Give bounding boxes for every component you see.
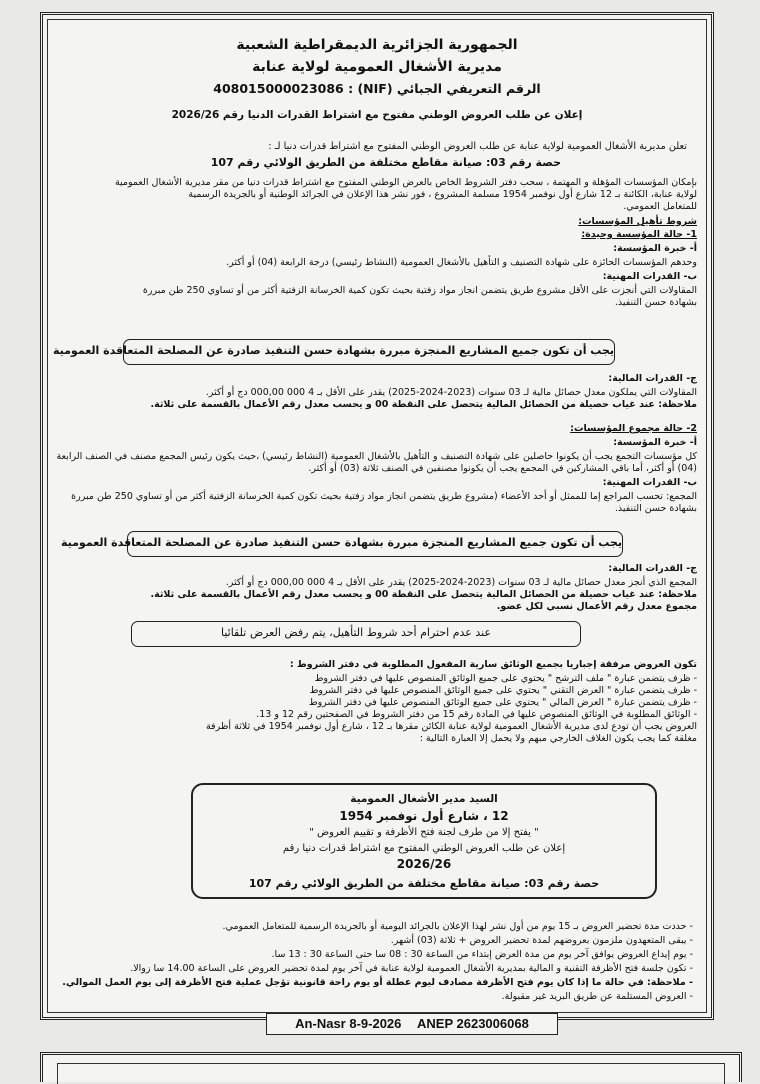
envelope-address-box [191,783,657,899]
single-professional-heading: ب- القدرات المهنية: [602,271,697,282]
notice-title: إعلان عن طلب العروض الوطني مفتوح مع اشتراط القدرات الدنيا رقم 2026/26 [171,109,583,121]
certificate-box-1: يجب أن تكون جميع المشاريع المنجزة مبررة بشهادة حسن التنفيذ صادرة عن المصلحة المتعاقدة العمومية [123,339,615,365]
note-preparation-period: - حددت مدة تحضير العروض بـ 15 يوم من أول نشر لهذا الإعلان بالجرائد اليومية أو بالجريدة الرسمية للمتعامل العمومي. [222,921,693,932]
group-professional-heading: ب- القدرات المهنية: [602,477,697,488]
offers-envelope-3: - ظرف يتضمن عبارة " العرض المالي " يحتوي على جميع الوثائق المنصوص عليها في دفتر الشروط [308,697,697,708]
notice-frame [40,12,714,1020]
publication-footer [266,1013,558,1035]
disqualification-box: عند عدم احترام أحد شروط التأهيل، يتم رفض العرض تلقائيا [131,621,581,647]
anep-reference: ANEP 2623006068 [417,1016,529,1031]
offers-title: تكون العروض مرفقة إجباريا بجميع الوثائق سارية المفعول المطلوبة في دفتر الشروط : [289,659,697,670]
address-line-4-number: 2026/26 [396,857,452,871]
group-financial-heading: ج- القدرات المالية: [608,563,697,574]
country-title: الجمهورية الجزائرية الديمقراطية الشعبية [236,37,518,53]
note-deposit-day: - يوم إيداع العروض يوافق آخر يوم من مدة العرض إبتداء من الساعة 30 : 08 سا حتى الساعة 30 : 13 سا. [271,949,693,960]
single-financial-text-1: المقاولات التي يملكون معدل حصائل مالية لـ 03 سنوات (2023-2024-2025) يقدر على الأقل بـ 4 000 000,00 دج أو أكثر. [205,387,697,398]
offers-deposit-1: العروض يجب أن تودع لدى مديرية الأشغال العمومية لولاية عنابة الكائن مقرها بـ 12 ، شارع أول نوفمبر 1954 في ثلاثة أظرفة [205,721,697,732]
newspaper-reference: An-Nasr 8-9-2026 [295,1016,402,1031]
address-line-5: حصة رقم 03: صيانة مقاطع مختلفة من الطريق الولائي رقم 107 [248,877,600,890]
group-experience-heading: أ- خبرة المؤسسة: [613,437,697,448]
group-experience-text-2: (04) أو أكثر، أما باقي المشاركين في المجمع يجب أن يكونوا مصنفين في الصنف ثلاثة (03) أو أكثر. [308,463,697,474]
address-line-3: " يفتح إلا من طرف لجنة فتح الأظرفة و تقييم العروض " [309,827,539,838]
note-holiday: - ملاحظة: في حالة ما إذا كان يوم فتح الأظرفة مصادف ليوم عطلة أو يوم راحة قانونية تؤجل عملية فتح الأظرفة إلى يوم العمل الموالي. [62,977,693,988]
intro-p3: للمتعامل العمومي. [623,201,697,212]
group-companies-heading: 2- حالة مجموع المؤسسات: [570,423,697,434]
directorate-title: مديرية الأشغال العمومية لولاية عنابة [252,59,502,75]
group-financial-note: ملاحظة: عند غياب حصيلة من الحصائل المالية يتحصل على النقطة 00 و يحسب معدل رقم الأعمال بالقسمة على ثلاثة. [150,589,697,600]
note-opening-session: - تكون جلسة فتح الأظرفة التقنية و المالية بمديرية الأشغال العمومية لولاية عنابة في آخر يوم لمدة تحضير العروض على الساعة 14.00 سا زوالا. [130,963,693,974]
certificate-box-2: يجب أن تكون جميع المشاريع المنجزة مبررة بشهادة حسن التنفيذ صادرة عن المصلحة المتعاقدة العمومية [127,531,623,557]
intro-p1: بإمكان المؤسسات المؤهلة و المهتمة ، سحب دفتر الشروط الخاص بالعرض الوطني المفتوح مع اشتراط قدرات دنيا من مقر مديرية الأشغال العمومية [114,177,697,188]
intro-announce: تعلن مديرية الأشغال العمومية لولاية عنابة عن طلب العروض الوطني المفتوح مع اشتراط قدرات دنيا لـ : [268,141,687,152]
nif-value: 408015000023086 [213,81,344,96]
intro-p2: لولاية عنابة، الكائنة بـ 12 شارع أول نوفمبر 1954 مسلمة المشروع ، فور نشر هذا الإعلان في الجرائد الوطنية أو بالجريدة الرسمية [188,189,697,200]
single-company-heading: 1- حالة المؤسسة وحيدة: [581,229,697,240]
note-postal: - العروض المستلمة عن طريق البريد غير مقبولة. [501,991,693,1002]
note-validity: - يبقى المتعهدون ملزمون بعروضهم لمدة تحضير العروض + ثلاثة (03) أشهر. [390,935,693,946]
intro-lot: حصة رقم 03: صيانة مقاطع مختلفة من الطريق الولائي رقم 107 [210,156,561,169]
single-financial-heading: ج- القدرات المالية: [608,373,697,384]
single-financial-note: ملاحظة: عند غياب حصيلة من الحصائل المالية يتحصل على النقطة 00 و يحسب معدل رقم الأعمال بالقسمة على ثلاثة. [150,399,697,410]
offers-envelope-1: - ظرف يتضمن عبارة " ملف الترشح " يحتوي على جميع الوثائق المنصوص عليها في دفتر الشروط [314,673,697,684]
offers-envelope-2: - ظرف يتضمن عبارة " العرض التقني " يحتوي على جميع الوثائق المنصوص عليها في دفتر الشروط [309,685,697,696]
group-experience-text-1: كل مؤسسات التجمع يجب أن يكونوا حاصلين على شهادة التصنيف و التأهيل بالأشغال العمومية (النشاط رئيسي) ،حيث يكون رئيس المجمع مصنف في الصنف الرابعة [56,451,697,462]
address-line-2: 12 ، شارع أول نوفمبر 1954 [339,809,509,823]
single-experience-heading: أ- خبرة المؤسسة: [613,243,697,254]
offers-documents: - الوثائق المطلوبة في الوثائق المنصوص عليها في المادة رقم 15 من دفتر الشروط في الصفحتين رقم 12 و 13. [256,709,697,720]
nif-line [43,81,711,96]
group-financial-text-1: المجمع الذي أنجز معدل حصائل مالية لـ 03 سنوات (2023-2024-2025) يقدر على الأقل بـ 4 000 000,00 دج أو أكثر. [225,577,697,588]
offers-deposit-2: مغلقة كما يجب يكون الغلاف الخارجي مبهم ولا يحمل إلا العبارة التالية : [419,733,697,744]
single-professional-text-1: المقاولات التي أنجزت على الأقل مشروع طريق يتضمن انجاز مواد زفتية بحيث تكون كمية الخرسانة الزفتية أكثر من أو تساوي 250 طن مبررة [142,285,697,296]
address-line-1: السيد مدير الأشغال العمومية [350,793,498,805]
group-financial-total: مجموع معدل رقم الأعمال نسبي لكل عضو. [496,601,697,612]
next-notice-frame [40,1052,742,1082]
conditions-title: شروط تأهيل المؤسسات: [578,216,697,227]
group-professional-text-1: المجمع: تحسب المراجع إما للممثل أو أحد الأعضاء (مشروع طريق يتضمن انجاز مواد زفتية بحيث تكون كمية الخرسانة الزفتية أكثر من أو تساوي 250 طن مبررة [71,491,697,502]
next-notice-inner-border [57,1063,725,1084]
single-experience-text: وحدهم المؤسسات الحائزة على شهادة التصنيف و التأهيل بالأشغال العمومية (النشاط رئيسي) درجة الرابعة (04) أو أكثر. [226,257,697,268]
address-line-4: إعلان عن طلب العروض الوطني المفتوح مع اشتراط قدرات دنيا رقم [282,843,566,854]
nif-label: الرقم التعريفي الجبائي (NIF) : [348,81,541,96]
group-professional-text-2: بشهادة حسن التنفيذ. [614,503,697,514]
single-professional-text-2: بشهادة حسن التنفيذ. [614,297,697,308]
